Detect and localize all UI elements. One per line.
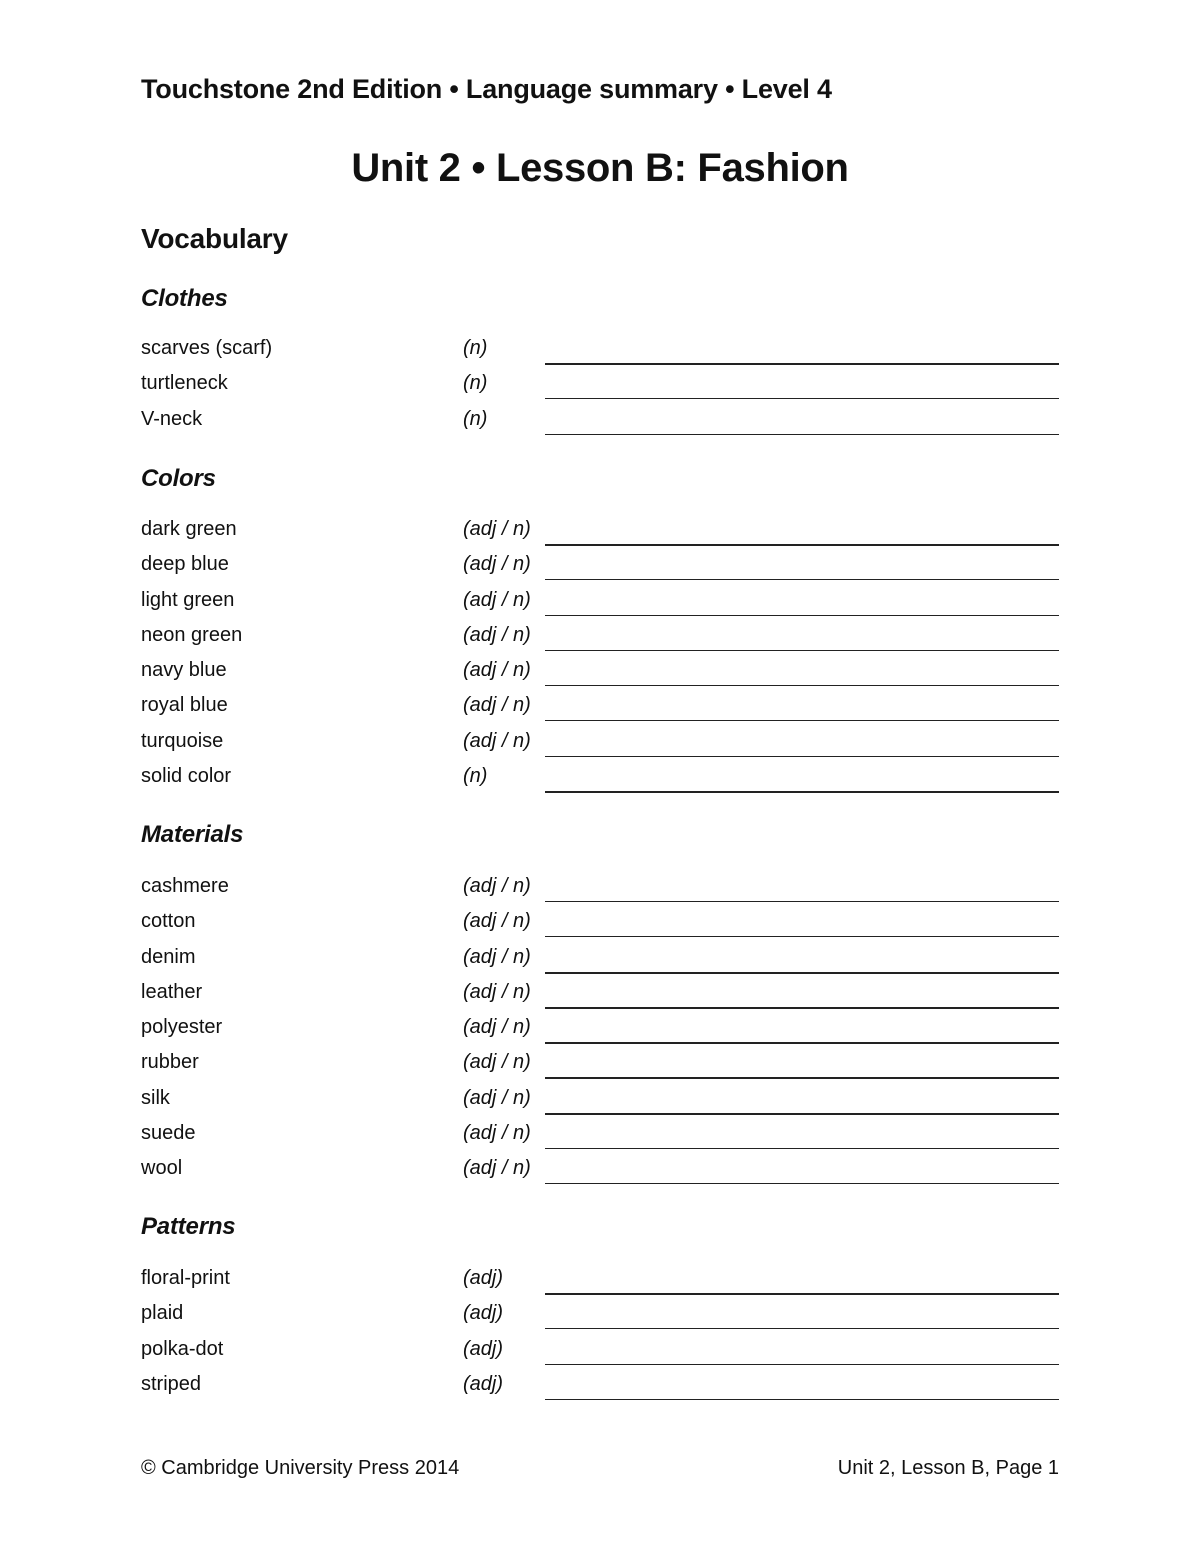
- vocab-row: [141, 1368, 1059, 1403]
- vocab-word: suede: [141, 1122, 196, 1145]
- vocab-row: [141, 870, 1059, 905]
- category-clothes: [141, 284, 1059, 314]
- vocab-word: neon green: [141, 623, 243, 646]
- word-list-patterns: [141, 1262, 1059, 1403]
- category-materials: [141, 820, 1059, 850]
- answer-line[interactable]: [545, 1293, 1059, 1295]
- answer-line[interactable]: [545, 936, 1059, 937]
- lesson-title: Unit 2 • Lesson B: Fashion: [351, 146, 849, 190]
- answer-line[interactable]: [545, 1077, 1059, 1079]
- part-of-speech: (adj / n): [463, 518, 531, 540]
- answer-line[interactable]: [545, 434, 1059, 435]
- answer-line[interactable]: [545, 1399, 1059, 1400]
- answer-line[interactable]: [545, 1007, 1059, 1009]
- vocab-row: [141, 332, 1059, 367]
- vocab-row: [141, 367, 1059, 402]
- word-list-clothes: [141, 332, 1059, 438]
- vocab-row: [141, 941, 1059, 976]
- answer-line[interactable]: [545, 615, 1059, 616]
- vocab-row: [141, 1082, 1059, 1117]
- part-of-speech: (adj / n): [463, 694, 531, 717]
- answer-line[interactable]: [545, 1328, 1059, 1329]
- answer-line[interactable]: [545, 1183, 1059, 1184]
- category-title: Materials: [141, 821, 244, 848]
- part-of-speech: (adj): [463, 1372, 504, 1395]
- vocab-word: royal blue: [141, 694, 228, 717]
- answer-line[interactable]: [545, 791, 1059, 793]
- vocab-word: polka-dot: [141, 1337, 224, 1360]
- part-of-speech: (adj / n): [463, 910, 531, 933]
- part-of-speech: (adj / n): [463, 1086, 531, 1109]
- section-heading-vocabulary: Vocabulary: [141, 223, 288, 254]
- vocab-row: [141, 1046, 1059, 1081]
- answer-line[interactable]: [545, 685, 1059, 686]
- vocab-row: [141, 1117, 1059, 1152]
- vocab-word: silk: [141, 1086, 170, 1109]
- part-of-speech: (adj / n): [463, 588, 531, 611]
- part-of-speech: (n): [463, 337, 488, 359]
- part-of-speech: (adj / n): [463, 1051, 531, 1074]
- answer-line[interactable]: [545, 579, 1059, 580]
- category-patterns: [141, 1212, 1059, 1242]
- vocab-row: [141, 760, 1059, 795]
- part-of-speech: (adj / n): [463, 729, 531, 752]
- answer-line[interactable]: [545, 398, 1059, 399]
- answer-line[interactable]: [545, 972, 1059, 974]
- part-of-speech: (adj / n): [463, 553, 531, 576]
- part-of-speech: (adj / n): [463, 1157, 531, 1180]
- part-of-speech: (adj / n): [463, 623, 531, 646]
- vocab-word: navy blue: [141, 659, 227, 682]
- part-of-speech: (adj): [463, 1302, 504, 1325]
- part-of-speech: (adj / n): [463, 1016, 531, 1039]
- vocab-word: turquoise: [141, 729, 224, 752]
- vocab-word: cotton: [141, 910, 196, 933]
- part-of-speech: (n): [463, 765, 488, 788]
- vocab-row: [141, 1297, 1059, 1332]
- vocab-word: deep blue: [141, 553, 229, 576]
- answer-line[interactable]: [545, 756, 1059, 757]
- vocab-row: [141, 689, 1059, 724]
- vocab-row: [141, 619, 1059, 654]
- answer-line[interactable]: [545, 1042, 1059, 1044]
- vocab-word: wool: [141, 1157, 183, 1180]
- vocab-word: solid color: [141, 765, 232, 788]
- category-colors: [141, 464, 1059, 494]
- vocab-word: leather: [141, 980, 203, 1003]
- vocab-row: [141, 1333, 1059, 1368]
- footer-copyright: © Cambridge University Press 2014: [141, 1457, 460, 1479]
- part-of-speech: (adj): [463, 1337, 504, 1360]
- vocab-word: denim: [141, 945, 196, 968]
- answer-line[interactable]: [545, 1364, 1059, 1365]
- vocab-word: V-neck: [141, 407, 203, 430]
- vocab-row: [141, 725, 1059, 760]
- vocab-row: [141, 548, 1059, 583]
- answer-line[interactable]: [545, 650, 1059, 651]
- vocab-row: [141, 654, 1059, 689]
- category-title: Patterns: [141, 1213, 236, 1240]
- vocab-word: polyester: [141, 1016, 223, 1039]
- document-header: Touchstone 2nd Edition • Language summary • Level 4: [141, 74, 832, 104]
- part-of-speech: (adj / n): [463, 945, 531, 968]
- footer-page-ref: Unit 2, Lesson B, Page 1: [837, 1457, 1059, 1479]
- vocab-row: [141, 584, 1059, 619]
- category-title: Clothes: [141, 285, 228, 312]
- document-page: [141, 0, 1059, 1553]
- part-of-speech: (adj / n): [463, 980, 531, 1003]
- vocab-word: rubber: [141, 1051, 199, 1074]
- part-of-speech: (adj / n): [463, 659, 531, 682]
- vocab-row: [141, 976, 1059, 1011]
- category-title: Colors: [141, 465, 216, 492]
- vocab-word: floral-print: [141, 1267, 230, 1289]
- vocab-word: scarves (scarf): [141, 337, 273, 359]
- part-of-speech: (adj / n): [463, 875, 531, 897]
- part-of-speech: (adj / n): [463, 1122, 531, 1145]
- vocab-row: [141, 513, 1059, 548]
- answer-line[interactable]: [545, 363, 1059, 365]
- vocab-row: [141, 1262, 1059, 1297]
- vocab-row: [141, 1152, 1059, 1187]
- vocab-word: dark green: [141, 518, 237, 540]
- word-list-colors: [141, 513, 1059, 795]
- vocab-word: plaid: [141, 1302, 184, 1325]
- answer-line[interactable]: [545, 901, 1059, 902]
- vocab-word: light green: [141, 588, 235, 611]
- vocab-word: striped: [141, 1372, 202, 1395]
- part-of-speech: (adj): [463, 1267, 504, 1289]
- vocab-row: [141, 905, 1059, 940]
- part-of-speech: (n): [463, 372, 488, 395]
- answer-line[interactable]: [545, 720, 1059, 721]
- vocab-row: [141, 403, 1059, 438]
- part-of-speech: (n): [463, 407, 488, 430]
- word-list-materials: [141, 870, 1059, 1188]
- answer-line[interactable]: [545, 544, 1059, 546]
- vocab-row: [141, 1011, 1059, 1046]
- answer-line[interactable]: [545, 1148, 1059, 1149]
- vocab-word: turtleneck: [141, 372, 228, 395]
- answer-line[interactable]: [545, 1113, 1059, 1115]
- vocab-word: cashmere: [141, 875, 229, 897]
